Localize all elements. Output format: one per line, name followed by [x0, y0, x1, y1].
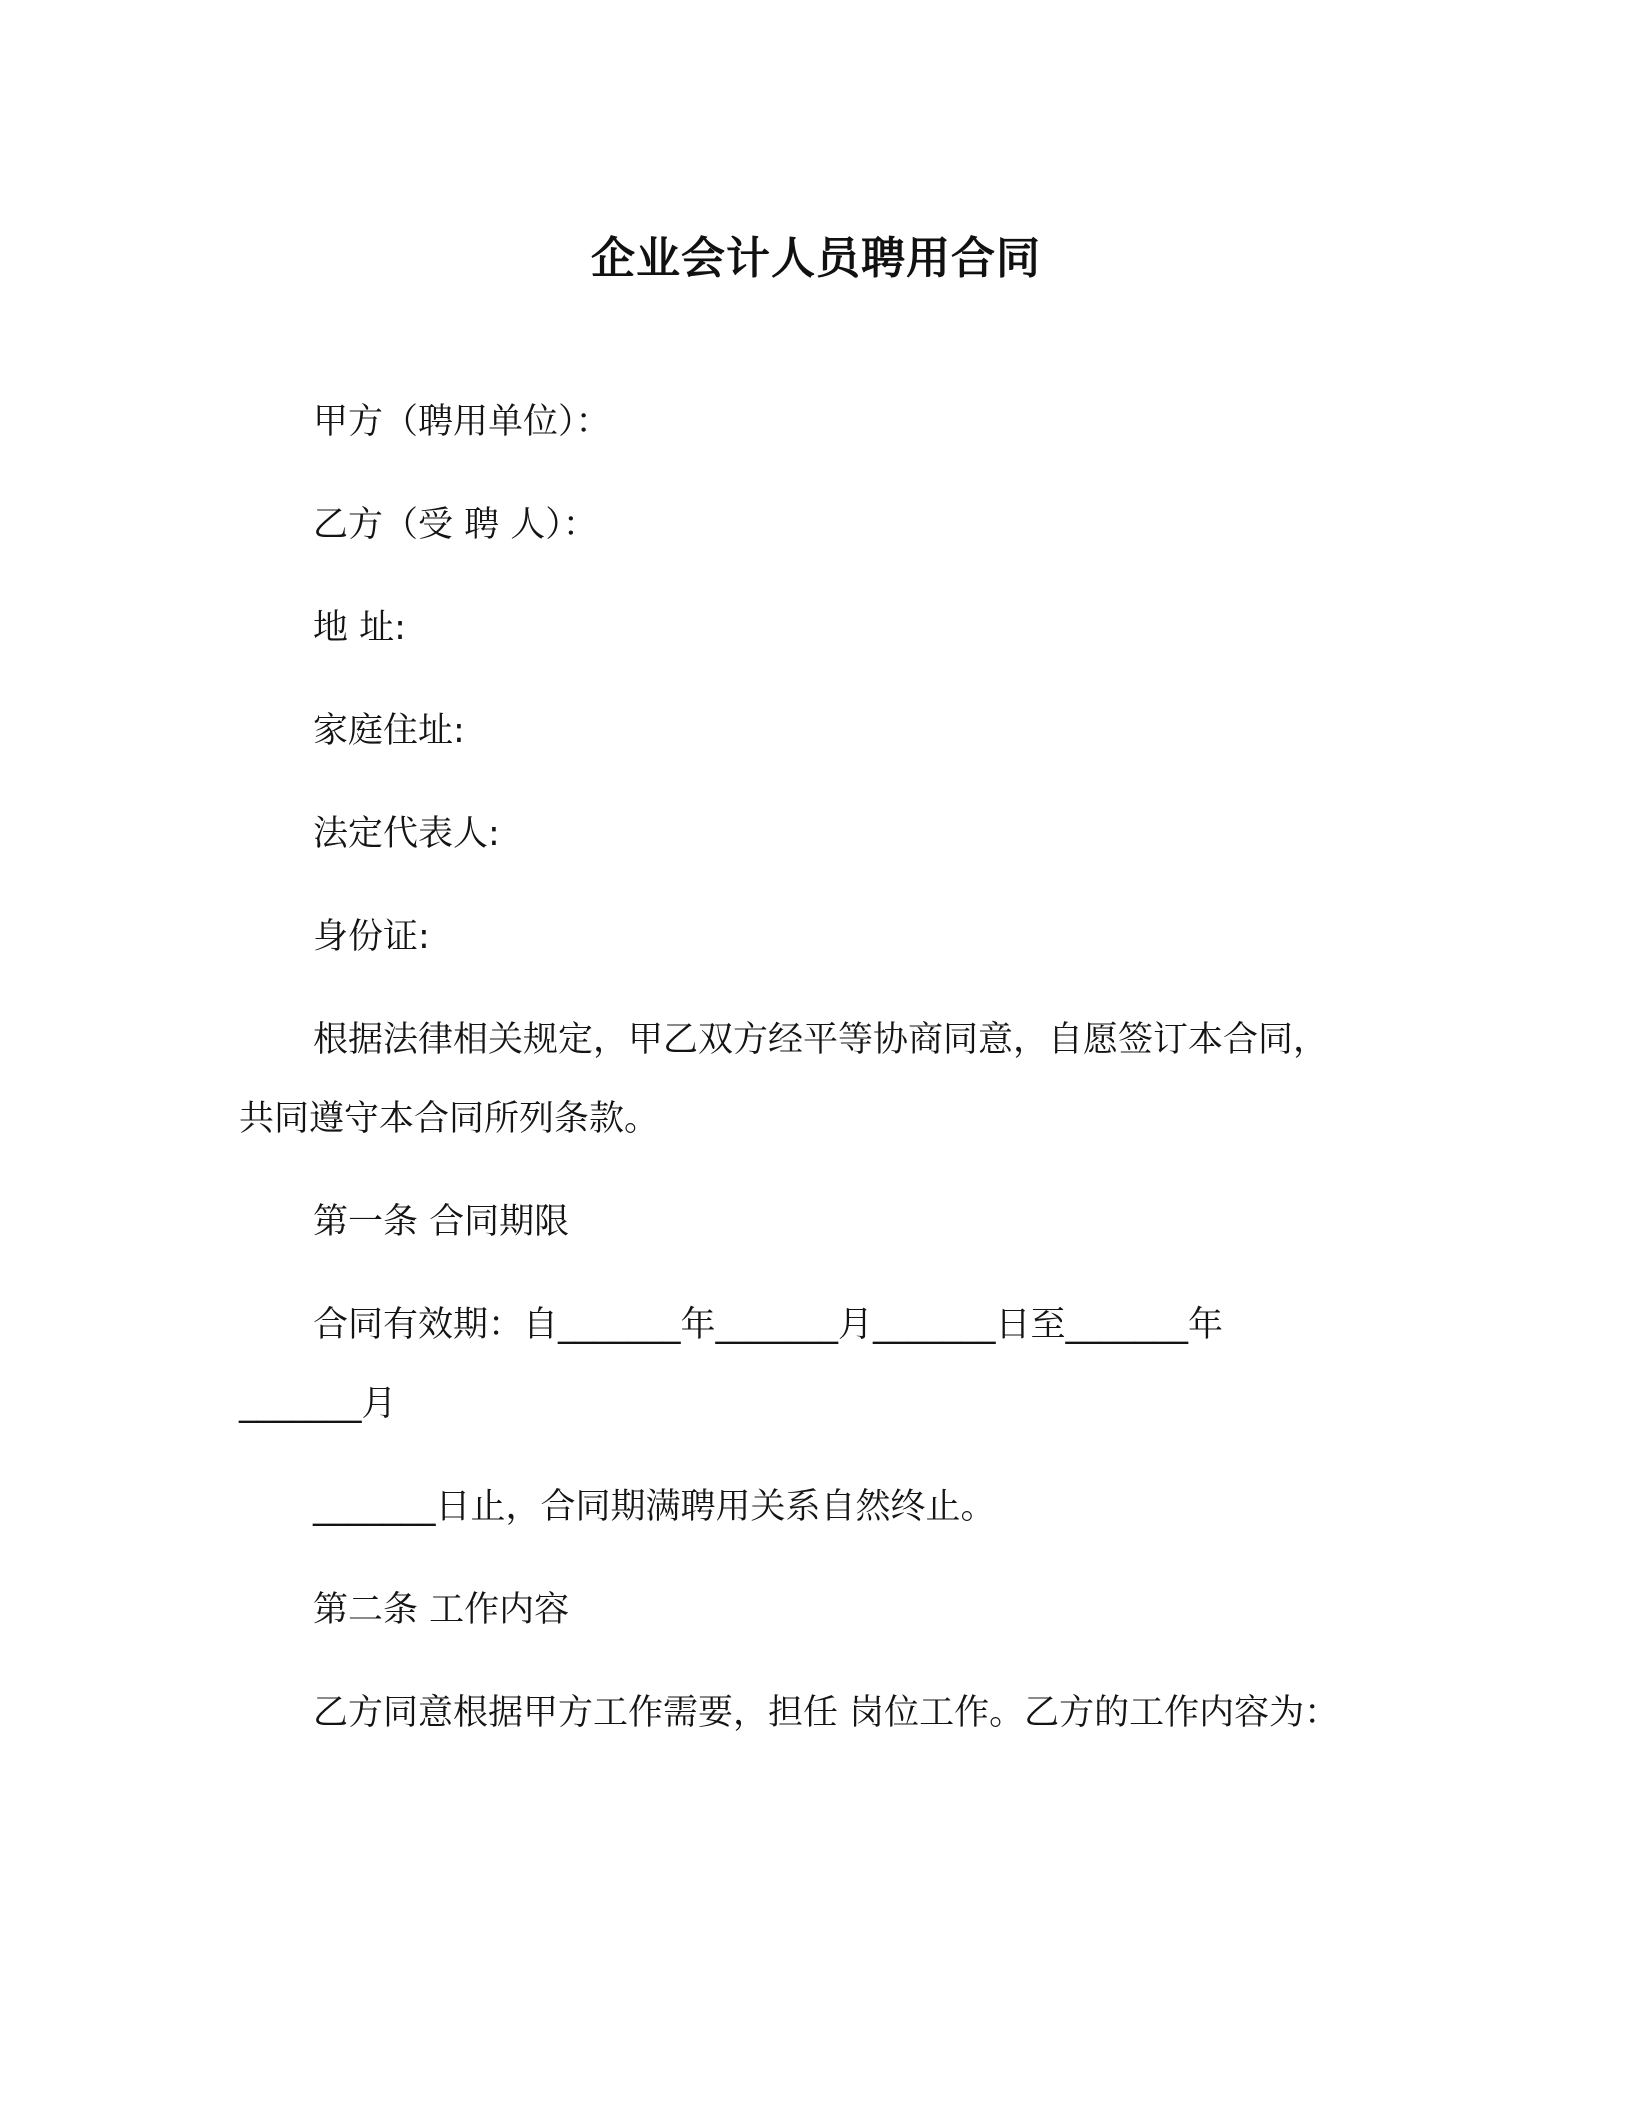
- article-1-heading: 第一条 合同期限: [313, 1202, 570, 1242]
- id-card-field: 身份证:: [313, 917, 430, 957]
- preamble-line-1: 根据法律相关规定，甲乙双方经平等协商同意，自愿签订本合同，: [313, 1020, 1329, 1060]
- document-title: 企业会计人员聘用合同: [591, 233, 1041, 284]
- address-field: 地 址:: [313, 608, 406, 648]
- party-a-field: 甲方（聘用单位）：: [313, 402, 611, 442]
- contract-term-line-1: 合同有效期：自_______年_______月_______日至_______年: [313, 1305, 1224, 1345]
- legal-rep-field: 法定代表人:: [313, 814, 500, 854]
- contract-term-line-2: _______月: [239, 1384, 397, 1424]
- preamble-line-2: 共同遵守本合同所列条款。: [239, 1099, 660, 1139]
- party-b-field: 乙方（受 聘 人）：: [313, 505, 598, 545]
- contract-term-line-3: _______日止，合同期满聘用关系自然终止。: [313, 1487, 996, 1527]
- work-content-line: 乙方同意根据甲方工作需要，担任 岗位工作。乙方的工作内容为：: [313, 1693, 1340, 1733]
- article-2-heading: 第二条 工作内容: [313, 1590, 570, 1630]
- home-address-field: 家庭住址:: [313, 711, 465, 751]
